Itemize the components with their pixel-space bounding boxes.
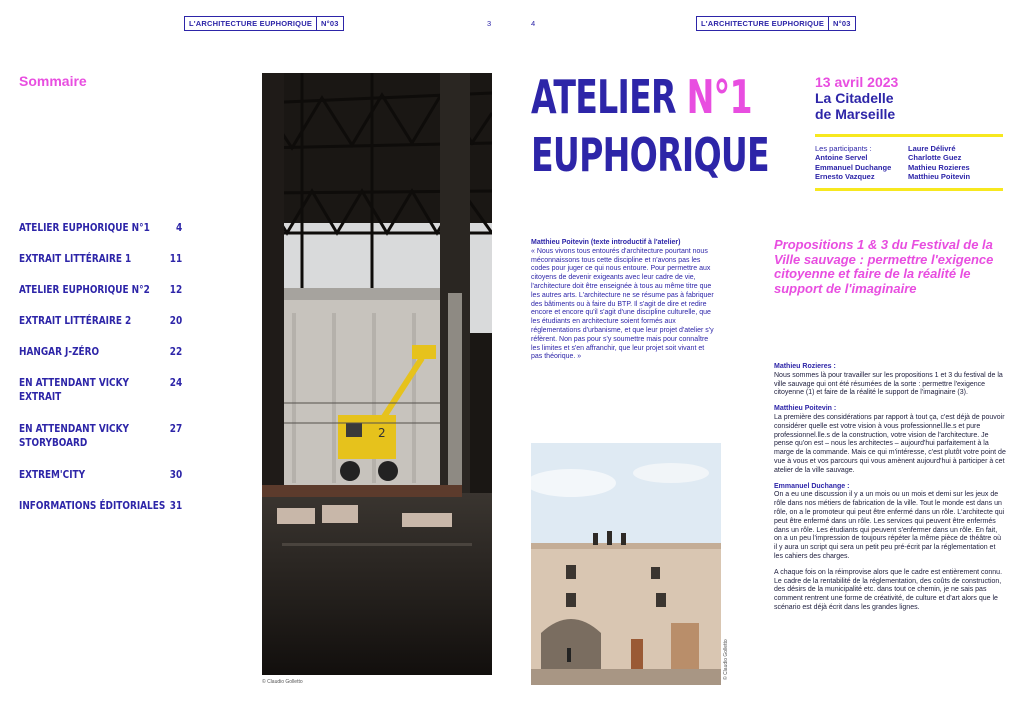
toc-entry-title: ATELIER EUPHORIQUE N°1 xyxy=(19,222,150,234)
event-venue xyxy=(815,90,895,122)
title-number: N°1 xyxy=(686,70,752,124)
running-head-right xyxy=(696,16,856,31)
participant: Mathieu Rozieres xyxy=(908,162,970,172)
toc-entry[interactable] xyxy=(19,221,182,235)
dialogue-entry xyxy=(774,483,1006,562)
toc-entry[interactable] xyxy=(19,468,182,482)
toc-entry-page: 31 xyxy=(169,500,183,512)
toc-entry-page: 4 xyxy=(175,222,183,234)
toc-entry-title: ATELIER EUPHORIQUE N°2 xyxy=(19,284,150,296)
toc-entry-subtitle: EXTRAIT xyxy=(19,391,62,403)
photo-credit-hangar: © Claudio Golletto xyxy=(262,679,303,685)
toc-entry[interactable] xyxy=(19,283,182,297)
toc-entry-page: 11 xyxy=(169,253,183,265)
toc-entry-title: EN ATTENDANT VICKY xyxy=(19,423,129,435)
toc-entry-title: HANGAR J-ZÉRO xyxy=(19,346,100,358)
participants-block xyxy=(815,144,971,182)
participant: Laure Délivré xyxy=(908,144,956,153)
svg-text:2: 2 xyxy=(378,426,386,440)
venue-line1: La Citadelle xyxy=(815,90,894,106)
participant: Emmanuel Duchange xyxy=(815,162,892,172)
running-head-issue: N°03 xyxy=(316,17,343,30)
participant: Matthieu Poitevin xyxy=(908,172,971,182)
title-word-euphorique: EUPHORIQUE xyxy=(531,128,769,182)
running-head-title: L'ARCHITECTURE EUPHORIQUE xyxy=(189,19,313,28)
toc-entry[interactable] xyxy=(19,252,182,266)
toc-entry-title: EXTRAIT LITTÉRAIRE 2 xyxy=(19,315,132,327)
toc-entry-title: EN ATTENDANT VICKY xyxy=(19,377,129,389)
yellow-rule-bottom xyxy=(815,188,1003,191)
sommaire-heading: Sommaire xyxy=(19,73,87,89)
intro-body: « Nous vivons tous entourés d'architecture pourtant nous méconnaissons tous cette discipline et n'avons pas les codes pour juger ce qui nous entoure. Pour permettre aux citoyens de devenir exigeants avec leur cadre de vie, l'architecture doit être enseignée à tous au même titre que les autres arts. L'architecture ne se résume pas à fabriquer des bâtiments ou à faire du BTP. Il s'agit de dire et redire encore et encore qu'il s'agit d'une discipline culturelle, que les étudiants en architecture soient formés aux réglementations d'urbanisme, et que leur projet d'atelier s'y réfèrent. Non pas pour s'y soumettre mais pour connaître les limites et s'en affranchir, que leur projet soit vivant et pas théorique. » xyxy=(531,247,714,361)
dialogue-speaker: Emmanuel Duchange : xyxy=(774,482,850,490)
venue-line2: de Marseille xyxy=(815,106,896,122)
toc-entry-page: 24 xyxy=(169,377,183,389)
participant: Antoine Servel xyxy=(815,153,868,163)
dialogue-entry xyxy=(774,405,1006,475)
running-head-title: L'ARCHITECTURE EUPHORIQUE xyxy=(701,19,825,28)
page-number-left: 3 xyxy=(487,19,492,28)
dialogue-speaker: Matthieu Poitevin : xyxy=(774,405,837,413)
participant: Charlotte Guez xyxy=(908,153,962,163)
toc-entry-page: 12 xyxy=(169,284,183,296)
toc-entry[interactable] xyxy=(19,314,182,328)
running-head-issue: N°03 xyxy=(828,17,855,30)
intro-text xyxy=(531,239,717,362)
dialogue-text: On a eu une discussion il y a un mois ou un mois et demi sur les jeux de rôle dans nos métiers de fabrication de la ville. Tout le monde est dans un rôle, on a le promoteur qui peut être enfermé dans un rôle. L'architecte qui peut être enfermé dans un rôle. Les services qui peuvent être enfermés dans un rôle. Les étudiants qui peuvent s'enfermer dans un rôle. En fait, on a un peu l'impression de toujours répéter la même pièce de théâtre où il y aura un script qui sera un petit peu pré-écrit par la réglementation et les cahiers des charges. xyxy=(774,491,1005,560)
toc-entry-page: 22 xyxy=(169,346,183,358)
toc-entry-page: 20 xyxy=(169,315,183,327)
participant: Ernesto Vazquez xyxy=(815,172,875,182)
page-number-right: 4 xyxy=(531,19,536,28)
dialogue-text: Nous sommes là pour travailler sur les propositions 1 et 3 du festival de la ville sauvage qui ont été résumées de la sorte : permettre l'exigence citoyenne (1) et faire de la réalité le support de l'imaginaire (3). xyxy=(774,371,1003,397)
toc-entry-title: EXTRAIT LITTÉRAIRE 1 xyxy=(19,253,132,265)
toc-entry-page: 30 xyxy=(169,469,183,481)
dialogue-text: A chaque fois on la réimprovise alors que le cadre est entièrement connu. Le cadre de la rentabilité de la réglementation, des coûts de construction, des désirs de la municipalité etc. dans tout ce chemin, je ne sais pas comment rentrent une forme de créativité, de culture et d'art alors que le scénario est déjà écrit dans les grandes lignes. xyxy=(774,568,1003,611)
dialogue-text: La première des considérations par rapport à tout ça, c'est déjà de pouvoir considérer quelle est votre vision à vous professionnel.lle.s et pure professionnel.lle.s de la construction, votre vision de l'architecture. Je pense qu'on est – nous les architectes – aujourd'hui parfaitement à la marge de la commande. Mais ce qui m'intéresse, c'est plutôt votre point de vue à vous et vos parcours qui vous amènent aujourd'hui à participer à cet atelier de la ville sauvage. xyxy=(774,413,1006,474)
dialogue-speaker: Mathieu Rozieres : xyxy=(774,363,836,370)
dialogue-entry xyxy=(774,569,1006,613)
intro-author: Matthieu Poitevin (texte introductif à l'atelier) xyxy=(531,239,681,246)
toc-entry[interactable] xyxy=(19,499,182,513)
toc-entry[interactable] xyxy=(19,376,182,404)
dialogue-entry xyxy=(774,363,1006,398)
toc-entry[interactable] xyxy=(19,422,182,450)
toc-entry-page: 27 xyxy=(169,423,183,435)
title-word-atelier: ATELIER xyxy=(531,70,676,124)
toc-entry[interactable] xyxy=(19,345,182,359)
toc-entry-title: INFORMATIONS ÉDITORIALES xyxy=(19,500,166,512)
participants-label: Les participants : xyxy=(815,144,872,153)
yellow-rule-top xyxy=(815,134,1003,137)
photo-credit-citadel: © Claudio Golletto xyxy=(723,639,729,680)
section-subheading: Propositions 1 & 3 du Festival de la Ville sauvage : permettre l'exigence citoyenne et faire de la réalité le support de l'imaginaire xyxy=(774,237,994,296)
dialogue-transcript xyxy=(774,363,1006,620)
toc-entry-subtitle: STORYBOARD xyxy=(19,437,88,449)
hangar-photo xyxy=(262,73,492,675)
toc-entry-title: EXTREM'CITY xyxy=(19,469,86,481)
citadel-photo xyxy=(531,443,721,685)
event-date: 13 avril 2023 xyxy=(815,74,899,90)
running-head-left xyxy=(184,16,344,31)
article-title xyxy=(531,68,769,184)
